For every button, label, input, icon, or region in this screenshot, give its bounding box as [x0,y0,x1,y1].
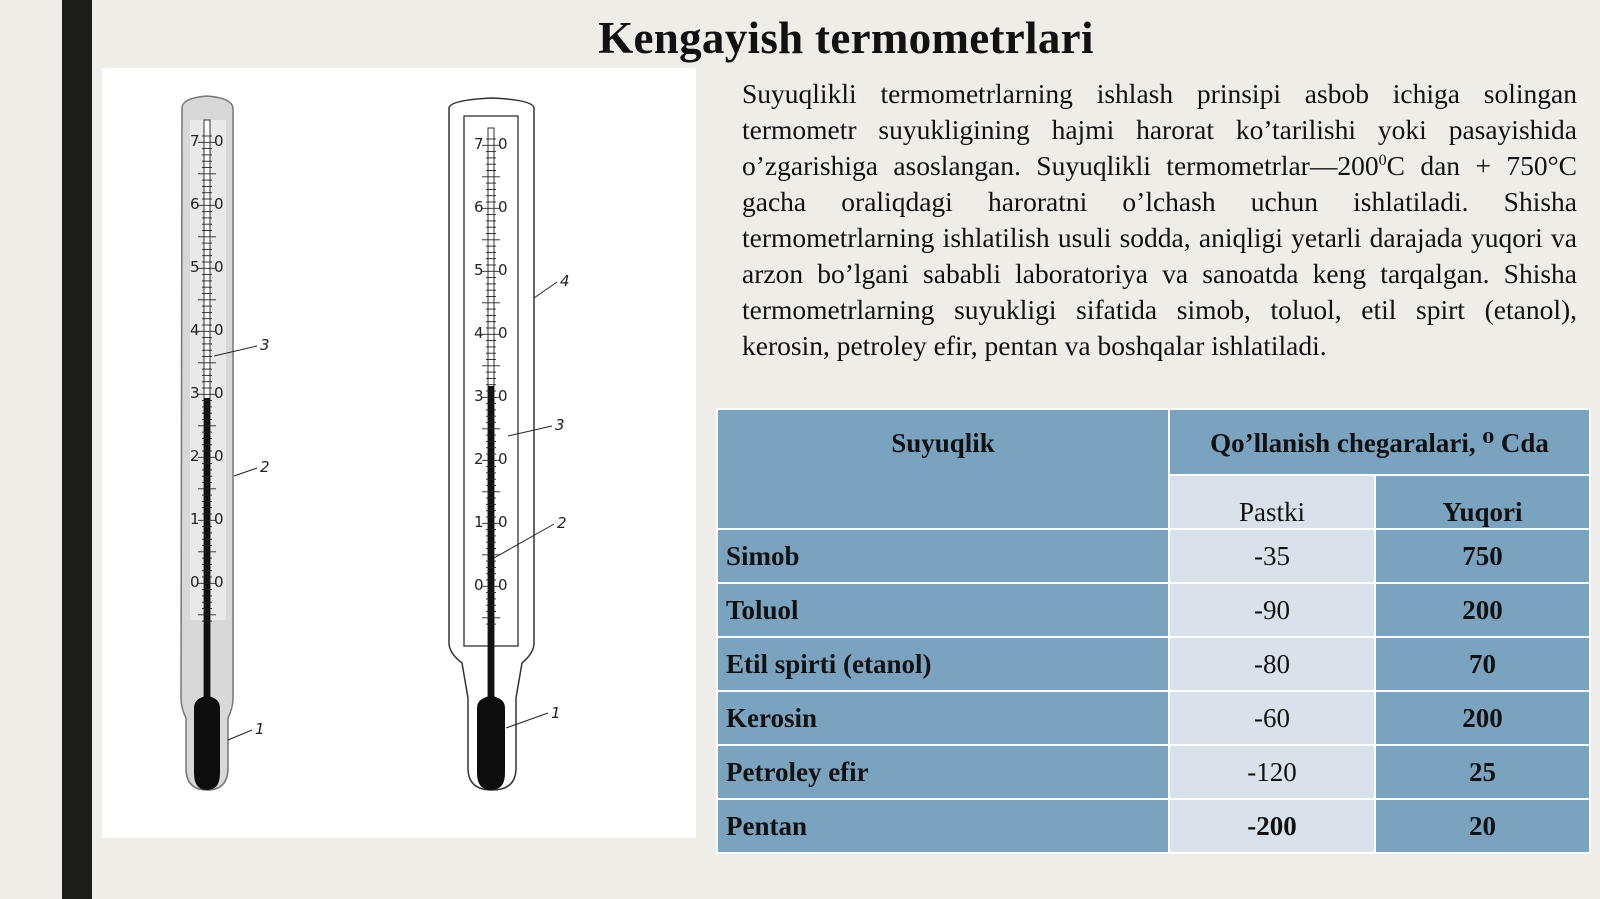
scale-label: 1 [190,510,200,528]
row-upper: 200 [1375,691,1590,745]
left-accent-bar [62,0,92,899]
row-lower: -60 [1169,691,1375,745]
thermometer-figure [102,68,696,838]
row-upper: 200 [1375,583,1590,637]
description-part1: Suyuqlikli termometrlarning ishlash prinsipi asbob ichiga solingan termometr suyukligining hajmi harorat ko’tarilishi yoki pasayishida o’zgarishiga asoslangan. Suyuqlikli termometrlar—200 [742,78,1577,181]
table-row [717,583,1590,637]
row-name: Kerosin [717,691,1169,745]
scale-label: 0 [474,576,484,594]
scale-label: 5 [474,261,484,279]
callout-label: 1 [551,704,561,722]
liquid-limits-table [716,408,1591,854]
scale-label-suffix: 0 [214,258,224,276]
header-liquid: Suyuqlik [717,409,1169,529]
left-liquid-column [204,398,210,698]
scale-label-suffix: 0 [214,510,224,528]
scale-label: 2 [190,447,200,465]
header-limits: Qo’llanish chegaralari, ⁰ Cda [1169,409,1590,475]
scale-label: 6 [190,195,200,213]
scale-label-suffix: 0 [498,198,508,216]
row-lower: -90 [1169,583,1375,637]
scale-label: 4 [190,321,200,339]
scale-label: 2 [474,450,484,468]
scale-label-suffix: 0 [498,261,508,279]
row-name: Toluol [717,583,1169,637]
slide-title: Kengayish termometrlari [598,13,1094,63]
scale-label-suffix: 0 [214,384,224,402]
table-row [717,637,1590,691]
scale-label-suffix: 0 [214,195,224,213]
right-thermometer [449,98,570,790]
scale-label-suffix: 0 [214,447,224,465]
row-lower: -200 [1169,799,1375,853]
scale-label-suffix: 0 [498,135,508,153]
header-lower: Pastki [1169,475,1375,529]
left-bulb [194,696,220,790]
table-row [717,799,1590,853]
callout-label: 1 [255,720,265,738]
scale-label: 7 [190,132,200,150]
right-liquid-column [488,386,494,701]
scale-label-suffix: 0 [498,450,508,468]
row-lower: -120 [1169,745,1375,799]
right-bulb [477,696,505,790]
scale-label-suffix: 0 [498,576,508,594]
scale-label: 3 [474,387,484,405]
left-thermometer [181,96,270,790]
scale-label: 3 [190,384,200,402]
row-lower: -35 [1169,529,1375,583]
table-body [717,529,1590,853]
row-name: Petroley efir [717,745,1169,799]
scale-label: 5 [190,258,200,276]
description-paragraph [742,76,1577,364]
right-callout-labels [551,272,570,722]
table-header-row [717,409,1590,475]
row-upper: 750 [1375,529,1590,583]
row-name: Pentan [717,799,1169,853]
row-name: Etil spirti (etanol) [717,637,1169,691]
table-row [717,745,1590,799]
row-upper: 70 [1375,637,1590,691]
header-upper: Yuqori [1375,475,1590,529]
callout-label: 3 [260,336,270,354]
scale-label: 1 [474,513,484,531]
callout-label: 3 [555,416,565,434]
scale-label: 0 [190,573,200,591]
scale-label: 4 [474,324,484,342]
scale-label-suffix: 0 [214,132,224,150]
callout-label: 2 [557,514,567,532]
row-upper: 20 [1375,799,1590,853]
description-part2: C dan + 750°C gacha oraliqdagi haroratni o’lchash uchun ishlatiladi. Shisha termometrlarning ishlatilish usuli sodda, aniqligi yetarli darajada yuqori va arzon bo’lgani sababli laboratoriya va sanoatda keng tarqalgan. Shisha termometrlarning suyukligi sifatida simob, toluol, etil spirt (etanol), kerosin, petroley efir, pentan va boshqalar ishlatiladi. [742,150,1577,361]
scale-label: 6 [474,198,484,216]
scale-label-suffix: 0 [214,573,224,591]
row-lower: -80 [1169,637,1375,691]
scale-label: 7 [474,135,484,153]
scale-label-suffix: 0 [498,387,508,405]
scale-label-suffix: 0 [498,324,508,342]
scale-label-suffix: 0 [214,321,224,339]
callout-label: 2 [260,458,270,476]
table-row [717,529,1590,583]
row-upper: 25 [1375,745,1590,799]
left-callout-labels [255,336,270,738]
callout-label: 4 [560,272,570,290]
description-superscript: 0 [1378,151,1387,169]
row-name: Simob [717,529,1169,583]
table-row [717,691,1590,745]
scale-label-suffix: 0 [498,513,508,531]
